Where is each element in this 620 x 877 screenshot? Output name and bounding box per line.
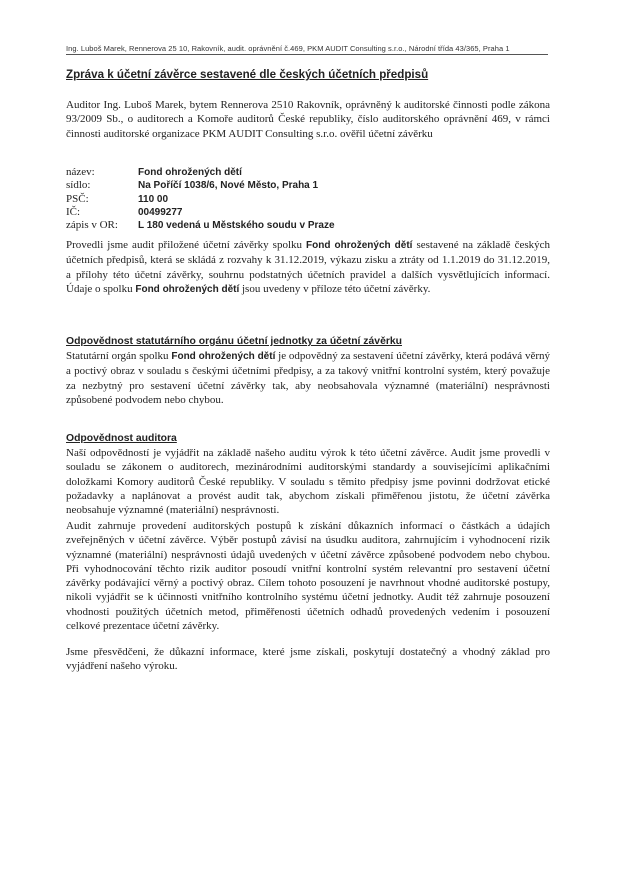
auditor-paragraph-1: Naší odpovědností je vyjádřit na základě našeho auditu výrok k této účetní závěrce. Audit jsme provedli v souladu se zákonem o auditorech, mezinárodními auditorskými standardy a souvisejícími aplikačními doložkami Komory auditorů České republiky. V souladu s těmito předpisy jsme povinni dodržovat etické požadavky a naplánovat a provést audit tak, abychom získali přiměřenou jistotu, že účetní závěrka neobsahuje významné (materiální) nesprávnosti. bbox=[66, 447, 550, 517]
auditor-paragraph-3: Jsme přesvědčeni, že důkazní informace, které jsme získali, poskytují dostatečný a vhodný základ pro vyjádření našeho výroku. bbox=[66, 646, 550, 673]
auditor-paragraph-2: Audit zahrnuje provedení auditorských postupů k získání důkazních informací o částkách a údajích zveřejněných v účetní závěrce. Výběr postupů závisí na úsudku auditora, zahrnujícím i vyhodnocení rizik významné (materiální) nesprávnosti údajů uvedených v účetní závěrce způsobené podvodem nebo chybou. Při vyhodnocování těchto rizik auditor posoudí vnitřní kontrolní systém relevantní pro sestavení účetní závěrky podávající věrný a poctivý obraz. Cílem tohoto posouzení je navrhnout vhodné auditorské postupy, nikoli vyjádřit se k účinnosti vnitřního kontrolního systému účetní jednotky. Audit též zahrnuje posouzení vhodnosti použitých účetních metod, přiměřenosti účetních odhadů provedených vedením i posouzení celkové prezentace účetní závěrky. bbox=[66, 520, 550, 633]
info-label: PSČ: bbox=[66, 192, 89, 205]
section-heading-statutory: Odpovědnost statutárního orgánu účetní jednotky za účetní závěrku bbox=[66, 336, 403, 347]
audit-text-part: jsou uvedeny v příloze této účetní závěrky. bbox=[239, 282, 431, 295]
info-value: L 180 vedená u Městského soudu v Praze bbox=[138, 220, 335, 232]
info-label: IČ: bbox=[66, 205, 81, 218]
info-row-register bbox=[66, 219, 550, 232]
info-row-postcode bbox=[66, 193, 550, 206]
info-value: Fond ohrožených dětí bbox=[138, 167, 242, 178]
entity-info bbox=[66, 166, 550, 232]
section-text-part: je odpovědný za sestavení účetní závěrky, která podává věrný a poctivý obraz v souladu s českými účetními předpisy, a za takový vnitřní kontrolní systém, který považuje za nezbytný pro sestavení účetní závěrky tak, aby neobsahovala významné (materiální) nesprávnosti způsobené podvodem nebo chybou. bbox=[66, 350, 550, 406]
report-title: Zpráva k účetní závěrce sestavené dle českých účetních předpisů bbox=[66, 68, 429, 81]
organization-name: Fond ohrožených dětí bbox=[306, 240, 413, 251]
info-value: 00499277 bbox=[138, 206, 183, 218]
info-value: 110 00 bbox=[138, 193, 169, 205]
statutory-paragraph bbox=[66, 349, 550, 407]
organization-name: Fond ohrožených dětí bbox=[171, 351, 276, 362]
audit-scope-paragraph bbox=[66, 238, 550, 297]
section-text-part: Statutární orgán spolku bbox=[66, 350, 172, 362]
info-label: sídlo: bbox=[66, 179, 91, 192]
info-label: název: bbox=[66, 166, 95, 178]
info-row-seat bbox=[66, 179, 550, 192]
audit-text-part: sestavené na základě českých účetních předpisů, která se skládá z rozvahy k 31.12.2019, výkazu zisku a ztráty od 1.1.2019 do 31.12.2019, a přílohy této účetní závěrky, souhrnu podstatných účetních pravidel a dalších vysvětlujících informací. Údaje o spolku bbox=[66, 239, 550, 295]
audit-text-part: Provedli jsme audit přiložené účetní závěrky spolku bbox=[66, 239, 307, 251]
organization-name: Fond ohrožených dětí bbox=[135, 283, 240, 295]
intro-paragraph: Auditor Ing. Luboš Marek, bytem Rennerova 2510 Rakovník, oprávněný k auditorské činnosti podle zákona 93/2009 Sb., o auditorech a Komoře auditorů České republiky, číslo auditorského oprávnění 469, v rámci činnosti auditorské organizace PKM AUDIT Consulting s.r.o. ověřil účetní závěrku bbox=[66, 99, 550, 140]
section-heading-auditor: Odpovědnost auditora bbox=[66, 433, 177, 444]
page-header: Ing. Luboš Marek, Rennerova 25 10, Rakovník, audit. oprávnění č.469, PKM AUDIT Consulting s.r.o., Národní třída 43/365, Praha 1 bbox=[66, 44, 548, 55]
info-label: zápis v OR: bbox=[66, 219, 118, 232]
info-row-name bbox=[66, 166, 550, 179]
info-value: Na Poříčí 1038/6, Nové Město, Praha 1 bbox=[138, 180, 319, 192]
info-row-id bbox=[66, 206, 550, 219]
